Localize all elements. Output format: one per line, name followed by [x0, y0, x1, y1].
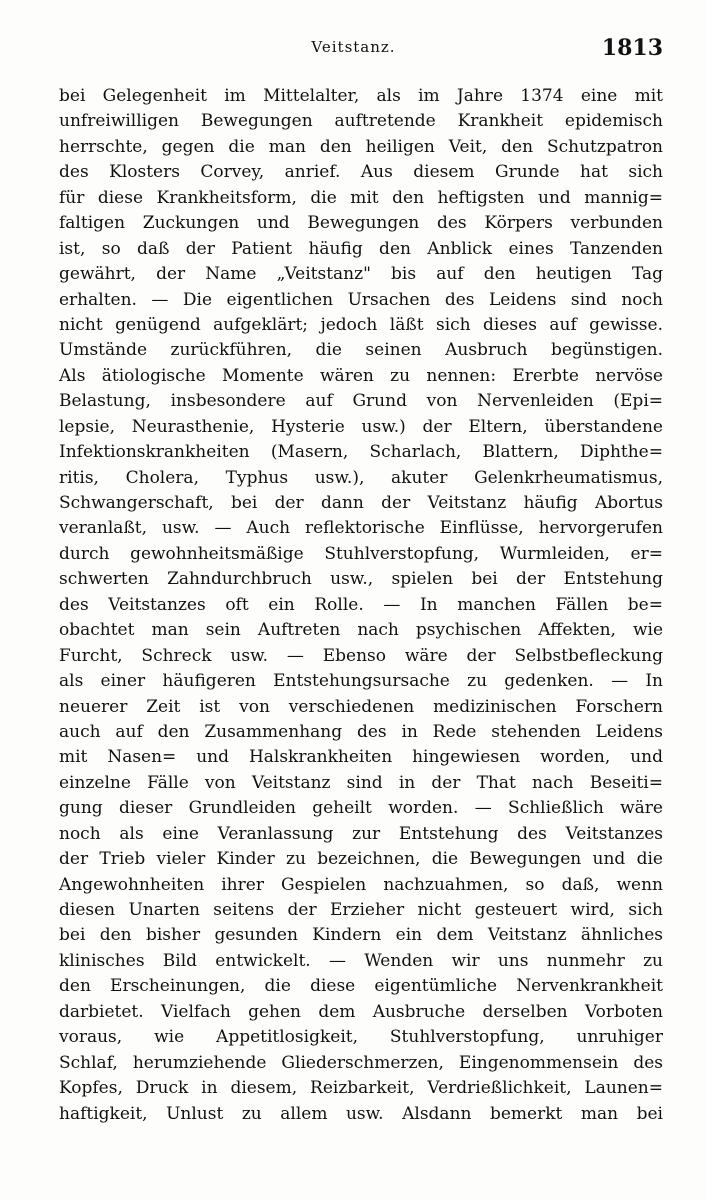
text-line: bei Gelegenheit im Mittelalter, als im Jahre 1374 eine mit — [59, 86, 663, 106]
text-line: veranlaßt, usw. — Auch reflektorische Einflüsse, hervorgerufen — [59, 518, 663, 539]
text-line: lepsie, Neurasthenie, Hysterie usw.) der Eltern, überstandene — [59, 416, 663, 437]
text-line: den Erscheinungen, die diese eigentümliche Nervenkrankheit — [59, 976, 663, 997]
text-line: ist, so daß der Patient häufig den Anblick eines Tanzenden — [59, 238, 663, 259]
text-line: auch auf den Zusammenhang des in Rede stehenden Leidens — [59, 721, 663, 742]
text-line: Belastung, insbesondere auf Grund von Nervenleiden (Epi= — [59, 391, 663, 412]
text-line: diesen Unarten seitens der Erzieher nicht gesteuert wird, sich — [59, 900, 663, 920]
text-line: des Veitstanzes oft ein Rolle. — In manchen Fällen be= — [59, 594, 663, 615]
text-line: Umstände zurückführen, die seinen Ausbruch begünstigen. — [59, 340, 663, 361]
text-line: Kopfes, Druck in diesem, Reizbarkeit, Verdrießlichkeit, Launen= — [59, 1078, 663, 1099]
text-line: Furcht, Schreck usw. — Ebenso wäre der Selbstbefleckung — [59, 645, 663, 666]
text-line: für diese Krankheitsform, die mit den heftigsten und mannig= — [59, 187, 663, 208]
text-line: als einer häufigeren Entstehungsursache zu gedenken. — In — [59, 671, 663, 692]
text-line: noch als eine Veranlassung zur Entstehung des Veitstanzes — [59, 823, 663, 844]
text-line: einzelne Fälle von Veitstanz sind in der That nach Beseiti= — [59, 772, 663, 793]
text-line: haftigkeit, Unlust zu allem usw. Alsdann bemerkt man bei — [59, 1103, 663, 1124]
text-line: faltigen Zuckungen und Bewegungen des Körpers verbunden — [59, 213, 663, 234]
text-line: obachtet man sein Auftreten nach psychischen Affekten, wie — [59, 620, 663, 641]
text-line: ritis, Cholera, Typhus usw.), akuter Gelenkrheumatismus, — [59, 467, 663, 488]
body-text — [59, 84, 663, 1127]
text-line: voraus, wie Appetitlosigkeit, Stuhlverstopfung, unruhiger — [59, 1027, 663, 1048]
running-title: Veitstanz. — [311, 38, 396, 56]
page-number: 1813 — [601, 35, 663, 61]
text-line: Angewohnheiten ihrer Gespielen nachzuahmen, so daß, wenn — [59, 874, 663, 895]
text-line: herrschte, gegen die man den heiligen Veit, den Schutzpatron — [59, 136, 663, 157]
text-line: bei den bisher gesunden Kindern ein dem Veitstanz ähnliches — [59, 925, 663, 946]
text-line: Schwangerschaft, bei der dann der Veitstanz häufig Abortus — [59, 493, 663, 513]
text-line: klinisches Bild entwickelt. — Wenden wir uns nunmehr zu — [59, 950, 663, 971]
text-line: gewährt, der Name „Veitstanz" bis auf den heutigen Tag — [59, 264, 663, 285]
text-line: unfreiwilligen Bewegungen auftretende Krankheit epidemisch — [59, 111, 663, 132]
text-line: neuerer Zeit ist von verschiedenen medizinischen Forschern — [59, 696, 663, 717]
text-line: gung dieser Grundleiden geheilt worden. — Schließlich wäre — [59, 798, 663, 819]
text-line: Schlaf, herumziehende Gliederschmerzen, Eingenommensein des — [59, 1052, 663, 1073]
text-line: durch gewohnheitsmäßige Stuhlverstopfung, Wurmleiden, er= — [59, 543, 663, 564]
text-line: nicht genügend aufgeklärt; jedoch läßt sich dieses auf gewisse. — [59, 314, 663, 335]
text-line: erhalten. — Die eigentlichen Ursachen des Leidens sind noch — [59, 289, 663, 310]
text-line: der Trieb vieler Kinder zu bezeichnen, die Bewegungen und die — [59, 849, 663, 870]
text-line: darbietet. Vielfach gehen dem Ausbruche derselben Vorboten — [59, 1001, 663, 1022]
text-line: schwerten Zahndurchbruch usw., spielen bei der Entstehung — [59, 569, 663, 590]
text-line: Als ätiologische Momente wären zu nennen: Ererbte nervöse — [59, 365, 663, 386]
text-line: mit Nasen= und Halskrankheiten hingewiesen worden, und — [59, 747, 663, 768]
text-line: des Klosters Corvey, anrief. Aus diesem Grunde hat sich — [59, 162, 663, 183]
text-line: Infektionskrankheiten (Masern, Scharlach, Blattern, Diphthe= — [59, 442, 663, 463]
